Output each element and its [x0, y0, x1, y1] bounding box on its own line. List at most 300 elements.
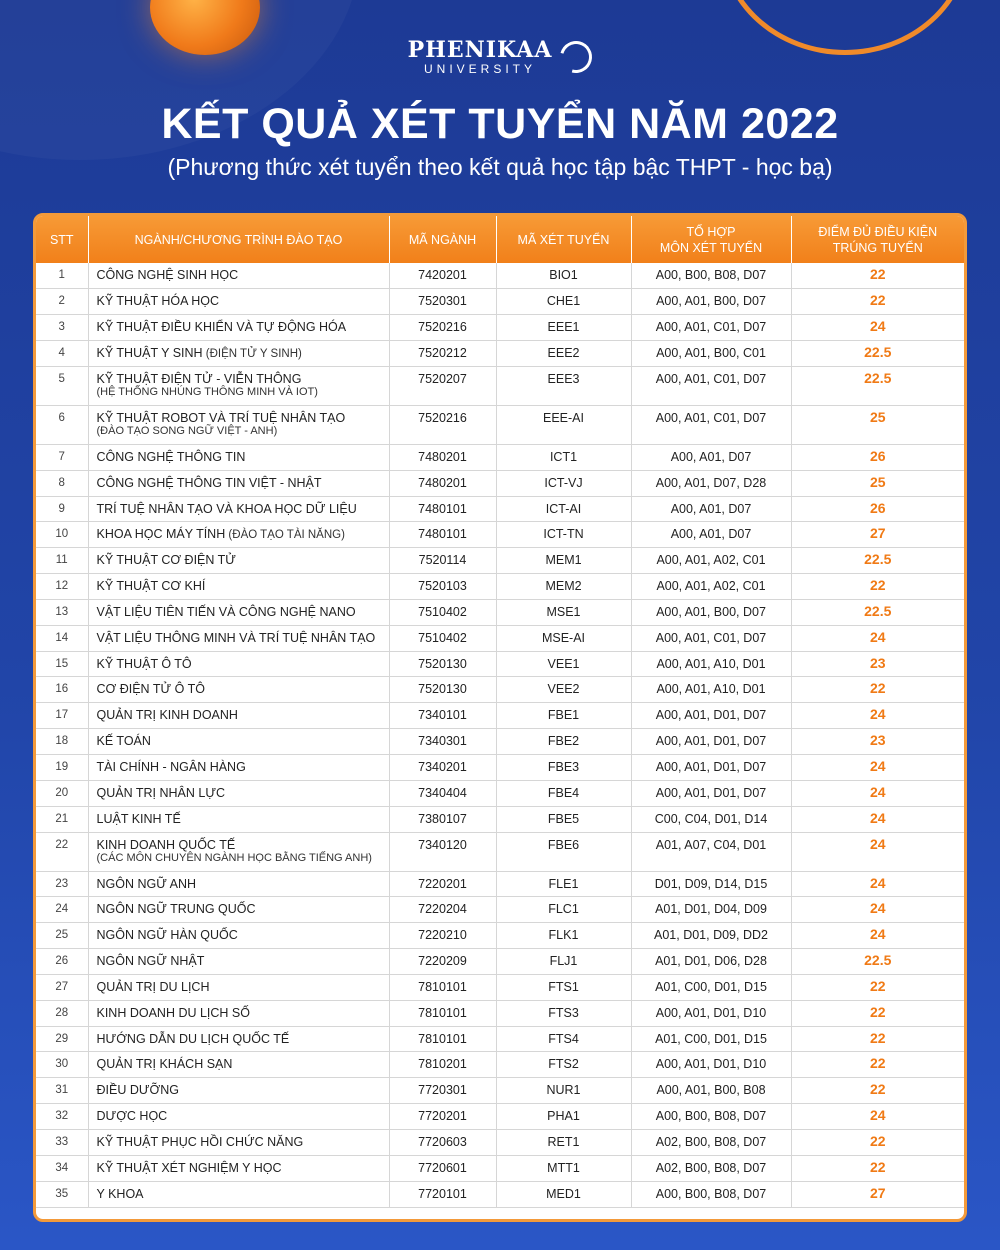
- program-name: DƯỢC HỌC: [96, 1109, 168, 1124]
- table-row: [36, 625, 964, 651]
- row-major-code: 7810101: [389, 974, 496, 1000]
- row-score: 22: [791, 289, 964, 315]
- table-row: [36, 366, 964, 405]
- program-name: KỸ THUẬT Y SINH: [96, 346, 203, 361]
- row-admission-code: FBE1: [496, 703, 631, 729]
- program-name: KINH DOANH QUỐC TẾ: [96, 837, 236, 852]
- row-major-code: 7380107: [389, 806, 496, 832]
- program-subtitle: (CÁC MÔN CHUYÊN NGÀNH HỌC BẰNG TIẾNG ANH): [96, 851, 372, 864]
- row-stt: 28: [36, 1000, 88, 1026]
- row-score: 22.5: [791, 341, 964, 367]
- table-row: [36, 548, 964, 574]
- row-subject-combo: A00, A01, A02, C01: [631, 574, 791, 600]
- program-name: CÔNG NGHỆ THÔNG TIN VIỆT - NHẬT: [96, 475, 322, 490]
- row-stt: 15: [36, 651, 88, 677]
- row-stt: 14: [36, 625, 88, 651]
- brand-sub: UNIVERSITY: [423, 62, 536, 76]
- row-stt: 5: [36, 366, 88, 405]
- program-name: NGÔN NGỮ TRUNG QUỐC: [96, 902, 256, 917]
- program-name: KỸ THUẬT ĐIỀU KHIỂN VÀ TỰ ĐỘNG HÓA: [96, 320, 347, 335]
- row-score: 24: [791, 780, 964, 806]
- row-stt: 17: [36, 703, 88, 729]
- row-stt: 26: [36, 949, 88, 975]
- row-admission-code: MSE-AI: [496, 625, 631, 651]
- row-score: 23: [791, 729, 964, 755]
- row-stt: 3: [36, 315, 88, 341]
- program-name: CÔNG NGHỆ SINH HỌC: [96, 268, 239, 282]
- row-program-name: [88, 341, 389, 367]
- row-major-code: 7220204: [389, 897, 496, 923]
- row-stt: 32: [36, 1104, 88, 1130]
- row-admission-code: EEE-AI: [496, 405, 631, 444]
- row-score: 24: [791, 1104, 964, 1130]
- program-name: KỸ THUẬT XÉT NGHIỆM Y HỌC: [96, 1160, 282, 1175]
- row-admission-code: FLC1: [496, 897, 631, 923]
- row-program-name: [88, 974, 389, 1000]
- row-program-name: [88, 599, 389, 625]
- row-stt: 16: [36, 677, 88, 703]
- brand-name: PHENIKAA: [407, 37, 553, 63]
- program-name: KINH DOANH DU LỊCH SỐ: [96, 1005, 250, 1020]
- row-stt: 6: [36, 405, 88, 444]
- row-score: 24: [791, 923, 964, 949]
- row-subject-combo: A00, A01, C01, D07: [631, 315, 791, 341]
- row-admission-code: VEE2: [496, 677, 631, 703]
- row-major-code: 7520216: [389, 405, 496, 444]
- results-table: [36, 216, 964, 1208]
- program-name: KỸ THUẬT CƠ ĐIỆN TỬ: [96, 553, 236, 568]
- row-program-name: [88, 832, 389, 871]
- table-row: [36, 1078, 964, 1104]
- program-note: (ĐIỆN TỬ Y SINH): [202, 348, 302, 361]
- row-major-code: 7220210: [389, 923, 496, 949]
- program-name: QUẢN TRỊ KHÁCH SẠN: [96, 1057, 233, 1072]
- row-major-code: 7520301: [389, 289, 496, 315]
- row-score: 25: [791, 470, 964, 496]
- row-major-code: 7480201: [389, 470, 496, 496]
- row-major-code: 7720601: [389, 1155, 496, 1181]
- row-major-code: 7520130: [389, 677, 496, 703]
- row-score: 24: [791, 871, 964, 897]
- row-subject-combo: A00, A01, C01, D07: [631, 366, 791, 405]
- row-admission-code: MSE1: [496, 599, 631, 625]
- row-admission-code: MTT1: [496, 1155, 631, 1181]
- row-major-code: 7510402: [389, 599, 496, 625]
- program-name: QUẢN TRỊ DU LỊCH: [96, 979, 210, 994]
- row-admission-code: RET1: [496, 1129, 631, 1155]
- program-name: QUẢN TRỊ NHÂN LỰC: [96, 785, 226, 800]
- table-row: [36, 522, 964, 548]
- row-subject-combo: A00, B00, B08, D07: [631, 1181, 791, 1207]
- table-row: [36, 923, 964, 949]
- row-admission-code: MEM2: [496, 574, 631, 600]
- row-program-name: [88, 522, 389, 548]
- row-score: 22: [791, 1026, 964, 1052]
- row-subject-combo: A00, A01, D01, D10: [631, 1000, 791, 1026]
- table-row: [36, 806, 964, 832]
- row-major-code: 7480101: [389, 522, 496, 548]
- row-program-name: [88, 651, 389, 677]
- row-stt: 29: [36, 1026, 88, 1052]
- row-subject-combo: C00, C04, D01, D14: [631, 806, 791, 832]
- program-name: KỸ THUẬT ĐIỆN TỬ - VIỄN THÔNG: [96, 371, 302, 386]
- table-row: [36, 703, 964, 729]
- row-score: 25: [791, 405, 964, 444]
- table-row: [36, 780, 964, 806]
- row-score: 24: [791, 897, 964, 923]
- row-subject-combo: A00, B00, B08, D07: [631, 263, 791, 289]
- row-score: 22: [791, 974, 964, 1000]
- row-program-name: [88, 1000, 389, 1026]
- row-program-name: [88, 1052, 389, 1078]
- row-program-name: [88, 289, 389, 315]
- program-name: KỸ THUẬT HÓA HỌC: [96, 294, 219, 309]
- row-score: 26: [791, 444, 964, 470]
- row-admission-code: EEE2: [496, 341, 631, 367]
- program-name: NGÔN NGỮ NHẬT: [96, 954, 205, 969]
- row-program-name: [88, 949, 389, 975]
- row-admission-code: FLK1: [496, 923, 631, 949]
- program-name: QUẢN TRỊ KINH DOANH: [96, 708, 238, 723]
- table-row: [36, 599, 964, 625]
- row-stt: 19: [36, 755, 88, 781]
- row-admission-code: FBE6: [496, 832, 631, 871]
- row-program-name: [88, 923, 389, 949]
- program-name: TÀI CHÍNH - NGÂN HÀNG: [96, 760, 246, 774]
- table-row: [36, 496, 964, 522]
- row-score: 24: [791, 625, 964, 651]
- row-admission-code: MED1: [496, 1181, 631, 1207]
- row-score: 22: [791, 1052, 964, 1078]
- row-stt: 8: [36, 470, 88, 496]
- row-major-code: 7720201: [389, 1104, 496, 1130]
- row-subject-combo: A01, A07, C04, D01: [631, 832, 791, 871]
- row-major-code: 7510402: [389, 625, 496, 651]
- row-major-code: 7340404: [389, 780, 496, 806]
- row-admission-code: FBE3: [496, 755, 631, 781]
- row-program-name: [88, 405, 389, 444]
- row-program-name: [88, 625, 389, 651]
- table-row: [36, 677, 964, 703]
- row-admission-code: EEE1: [496, 315, 631, 341]
- row-admission-code: BIO1: [496, 263, 631, 289]
- row-stt: 35: [36, 1181, 88, 1207]
- table-row: [36, 1000, 964, 1026]
- row-subject-combo: A02, B00, B08, D07: [631, 1155, 791, 1181]
- row-program-name: [88, 806, 389, 832]
- row-score: 22.5: [791, 599, 964, 625]
- row-stt: 9: [36, 496, 88, 522]
- row-subject-combo: A00, A01, D07: [631, 522, 791, 548]
- row-stt: 10: [36, 522, 88, 548]
- program-name: KỸ THUẬT CƠ KHÍ: [96, 579, 206, 594]
- row-major-code: 7420201: [389, 263, 496, 289]
- row-admission-code: VEE1: [496, 651, 631, 677]
- table-row: [36, 315, 964, 341]
- row-stt: 13: [36, 599, 88, 625]
- row-score: 22: [791, 1000, 964, 1026]
- header-score: ĐIỂM ĐỦ ĐIỀU KIỆN TRÚNG TUYỂN: [818, 224, 938, 255]
- row-subject-combo: A00, A01, D07: [631, 444, 791, 470]
- row-major-code: 7520130: [389, 651, 496, 677]
- row-subject-combo: A01, C00, D01, D15: [631, 1026, 791, 1052]
- row-major-code: 7520103: [389, 574, 496, 600]
- row-admission-code: FBE5: [496, 806, 631, 832]
- row-admission-code: FTS3: [496, 1000, 631, 1026]
- row-subject-combo: A00, A01, A10, D01: [631, 677, 791, 703]
- table-row: [36, 444, 964, 470]
- program-name: KHOA HỌC MÁY TÍNH: [96, 527, 226, 542]
- row-score: 22: [791, 263, 964, 289]
- row-score: 27: [791, 1181, 964, 1207]
- table-row: [36, 1104, 964, 1130]
- row-stt: 34: [36, 1155, 88, 1181]
- row-major-code: 7220201: [389, 871, 496, 897]
- row-program-name: [88, 444, 389, 470]
- row-program-name: [88, 780, 389, 806]
- row-major-code: 7520216: [389, 315, 496, 341]
- row-subject-combo: A01, D01, D06, D28: [631, 949, 791, 975]
- table-row: [36, 897, 964, 923]
- table-row: [36, 405, 964, 444]
- table-row: [36, 1026, 964, 1052]
- program-name: KỸ THUẬT Ô TÔ: [96, 656, 192, 671]
- row-admission-code: MEM1: [496, 548, 631, 574]
- row-major-code: 7340201: [389, 755, 496, 781]
- row-program-name: [88, 1129, 389, 1155]
- row-stt: 25: [36, 923, 88, 949]
- table-row: [36, 341, 964, 367]
- row-admission-code: FLJ1: [496, 949, 631, 975]
- row-stt: 21: [36, 806, 88, 832]
- row-score: 22.5: [791, 366, 964, 405]
- row-subject-combo: A00, A01, C01, D07: [631, 405, 791, 444]
- row-score: 22: [791, 1129, 964, 1155]
- row-stt: 12: [36, 574, 88, 600]
- row-score: 24: [791, 832, 964, 871]
- row-subject-combo: A00, A01, D07: [631, 496, 791, 522]
- row-program-name: [88, 1026, 389, 1052]
- row-major-code: 7520207: [389, 366, 496, 405]
- university-logo: [0, 38, 1000, 76]
- row-subject-combo: A01, D01, D04, D09: [631, 897, 791, 923]
- row-admission-code: PHA1: [496, 1104, 631, 1130]
- row-subject-combo: A00, A01, D01, D10: [631, 1052, 791, 1078]
- row-program-name: [88, 496, 389, 522]
- row-stt: 27: [36, 974, 88, 1000]
- results-table-card: [33, 213, 967, 1222]
- row-program-name: [88, 1155, 389, 1181]
- program-name: TRÍ TUỆ NHÂN TẠO VÀ KHOA HỌC DỮ LIỆU: [96, 501, 357, 516]
- row-program-name: [88, 729, 389, 755]
- row-program-name: [88, 1078, 389, 1104]
- table-row: [36, 263, 964, 289]
- row-subject-combo: A00, A01, A02, C01: [631, 548, 791, 574]
- table-row: [36, 974, 964, 1000]
- program-name: CƠ ĐIỆN TỬ Ô TÔ: [96, 682, 205, 697]
- program-name: HƯỚNG DẪN DU LỊCH QUỐC TẾ: [96, 1031, 290, 1046]
- program-name: Y KHOA: [96, 1186, 144, 1201]
- row-major-code: 7520212: [389, 341, 496, 367]
- program-subtitle: (HỆ THỐNG NHÚNG THÔNG MINH VÀ IOT): [96, 385, 318, 398]
- row-subject-combo: A00, A01, D01, D07: [631, 755, 791, 781]
- row-major-code: 7810101: [389, 1026, 496, 1052]
- row-major-code: 7720603: [389, 1129, 496, 1155]
- table-row: [36, 574, 964, 600]
- table-row: [36, 949, 964, 975]
- row-major-code: 7520114: [389, 548, 496, 574]
- table-row: [36, 729, 964, 755]
- row-program-name: [88, 755, 389, 781]
- row-major-code: 7810101: [389, 1000, 496, 1026]
- table-header-row: [36, 216, 964, 263]
- header-stt: STT: [36, 216, 88, 263]
- row-admission-code: ICT-AI: [496, 496, 631, 522]
- row-stt: 18: [36, 729, 88, 755]
- row-program-name: [88, 1181, 389, 1207]
- row-admission-code: ICT1: [496, 444, 631, 470]
- row-major-code: 7810201: [389, 1052, 496, 1078]
- table-row: [36, 871, 964, 897]
- row-program-name: [88, 548, 389, 574]
- row-subject-combo: A00, A01, A10, D01: [631, 651, 791, 677]
- row-program-name: [88, 315, 389, 341]
- row-program-name: [88, 897, 389, 923]
- table-row: [36, 1155, 964, 1181]
- row-score: 22.5: [791, 548, 964, 574]
- row-admission-code: FTS2: [496, 1052, 631, 1078]
- row-stt: 33: [36, 1129, 88, 1155]
- row-subject-combo: A00, A01, B00, B08: [631, 1078, 791, 1104]
- row-score: 24: [791, 703, 964, 729]
- row-score: 22: [791, 1155, 964, 1181]
- row-stt: 23: [36, 871, 88, 897]
- row-score: 22.5: [791, 949, 964, 975]
- row-score: 27: [791, 522, 964, 548]
- row-admission-code: FBE2: [496, 729, 631, 755]
- program-name: VẬT LIỆU TIÊN TIẾN VÀ CÔNG NGHỆ NANO: [96, 604, 356, 619]
- row-major-code: 7340120: [389, 832, 496, 871]
- row-stt: 31: [36, 1078, 88, 1104]
- row-admission-code: EEE3: [496, 366, 631, 405]
- row-subject-combo: A02, B00, B08, D07: [631, 1129, 791, 1155]
- row-score: 22: [791, 1078, 964, 1104]
- program-name: KỸ THUẬT PHỤC HỒI CHỨC NĂNG: [96, 1134, 304, 1149]
- table-row: [36, 1181, 964, 1207]
- row-subject-combo: A00, A01, D01, D07: [631, 780, 791, 806]
- program-name: KỸ THUẬT ROBOT VÀ TRÍ TUỆ NHÂN TẠO: [96, 410, 346, 425]
- program-subtitle: (ĐÀO TẠO SONG NGỮ VIỆT - ANH): [96, 424, 278, 437]
- table-row: [36, 651, 964, 677]
- row-major-code: 7340301: [389, 729, 496, 755]
- page-subtitle: (Phương thức xét tuyển theo kết quả học tập bậc THPT - học bạ): [167, 154, 833, 180]
- row-program-name: [88, 366, 389, 405]
- row-subject-combo: A00, A01, C01, D07: [631, 625, 791, 651]
- row-major-code: 7720101: [389, 1181, 496, 1207]
- page-title: KẾT QUẢ XÉT TUYỂN NĂM 2022: [161, 100, 839, 148]
- row-program-name: [88, 574, 389, 600]
- row-score: 24: [791, 755, 964, 781]
- row-program-name: [88, 1104, 389, 1130]
- row-program-name: [88, 677, 389, 703]
- row-admission-code: ICT-TN: [496, 522, 631, 548]
- row-score: 22: [791, 574, 964, 600]
- program-name: NGÔN NGỮ ANH: [96, 876, 197, 891]
- row-program-name: [88, 263, 389, 289]
- row-subject-combo: A00, B00, B08, D07: [631, 1104, 791, 1130]
- row-stt: 11: [36, 548, 88, 574]
- header-subject-combo: TỔ HỢP MÔN XÉT TUYỂN: [631, 216, 791, 263]
- row-subject-combo: D01, D09, D14, D15: [631, 871, 791, 897]
- row-subject-combo: A00, A01, B00, C01: [631, 341, 791, 367]
- row-subject-combo: A00, A01, D07, D28: [631, 470, 791, 496]
- row-stt: 24: [36, 897, 88, 923]
- program-name: CÔNG NGHỆ THÔNG TIN: [96, 449, 246, 464]
- table-row: [36, 832, 964, 871]
- row-subject-combo: A00, A01, B00, D07: [631, 599, 791, 625]
- row-stt: 1: [36, 263, 88, 289]
- row-program-name: [88, 470, 389, 496]
- row-stt: 20: [36, 780, 88, 806]
- row-stt: 30: [36, 1052, 88, 1078]
- row-program-name: [88, 703, 389, 729]
- row-score: 24: [791, 806, 964, 832]
- program-name: NGÔN NGỮ HÀN QUỐC: [96, 928, 238, 943]
- row-program-name: [88, 871, 389, 897]
- row-admission-code: FLE1: [496, 871, 631, 897]
- logo-mark-icon: [555, 35, 599, 79]
- row-major-code: 7220209: [389, 949, 496, 975]
- row-admission-code: NUR1: [496, 1078, 631, 1104]
- table-row: [36, 1052, 964, 1078]
- row-score: 26: [791, 496, 964, 522]
- table-body: [36, 263, 964, 1207]
- row-major-code: 7720301: [389, 1078, 496, 1104]
- row-admission-code: ICT-VJ: [496, 470, 631, 496]
- row-major-code: 7480101: [389, 496, 496, 522]
- row-stt: 7: [36, 444, 88, 470]
- row-stt: 22: [36, 832, 88, 871]
- program-note: (ĐÀO TẠO TÀI NĂNG): [225, 529, 345, 542]
- header-major-code: MÃ NGÀNH: [389, 216, 496, 263]
- row-admission-code: CHE1: [496, 289, 631, 315]
- row-score: 24: [791, 315, 964, 341]
- row-score: 22: [791, 677, 964, 703]
- program-name: KẾ TOÁN: [96, 734, 151, 749]
- row-subject-combo: A01, D01, D09, DD2: [631, 923, 791, 949]
- table-row: [36, 1129, 964, 1155]
- row-score: 23: [791, 651, 964, 677]
- row-subject-combo: A01, C00, D01, D15: [631, 974, 791, 1000]
- row-subject-combo: A00, A01, B00, D07: [631, 289, 791, 315]
- header-admission-code: MÃ XÉT TUYỂN: [496, 216, 631, 263]
- table-row: [36, 755, 964, 781]
- row-major-code: 7480201: [389, 444, 496, 470]
- program-name: VẬT LIỆU THÔNG MINH VÀ TRÍ TUỆ NHÂN TẠO: [96, 630, 376, 645]
- table-row: [36, 289, 964, 315]
- program-name: ĐIỀU DƯỠNG: [96, 1083, 180, 1098]
- row-major-code: 7340101: [389, 703, 496, 729]
- header-program: NGÀNH/CHƯƠNG TRÌNH ĐÀO TẠO: [88, 216, 389, 263]
- table-row: [36, 470, 964, 496]
- row-subject-combo: A00, A01, D01, D07: [631, 703, 791, 729]
- row-admission-code: FBE4: [496, 780, 631, 806]
- program-name: LUẬT KINH TẾ: [96, 811, 181, 826]
- row-subject-combo: A00, A01, D01, D07: [631, 729, 791, 755]
- row-stt: 2: [36, 289, 88, 315]
- row-admission-code: FTS1: [496, 974, 631, 1000]
- row-admission-code: FTS4: [496, 1026, 631, 1052]
